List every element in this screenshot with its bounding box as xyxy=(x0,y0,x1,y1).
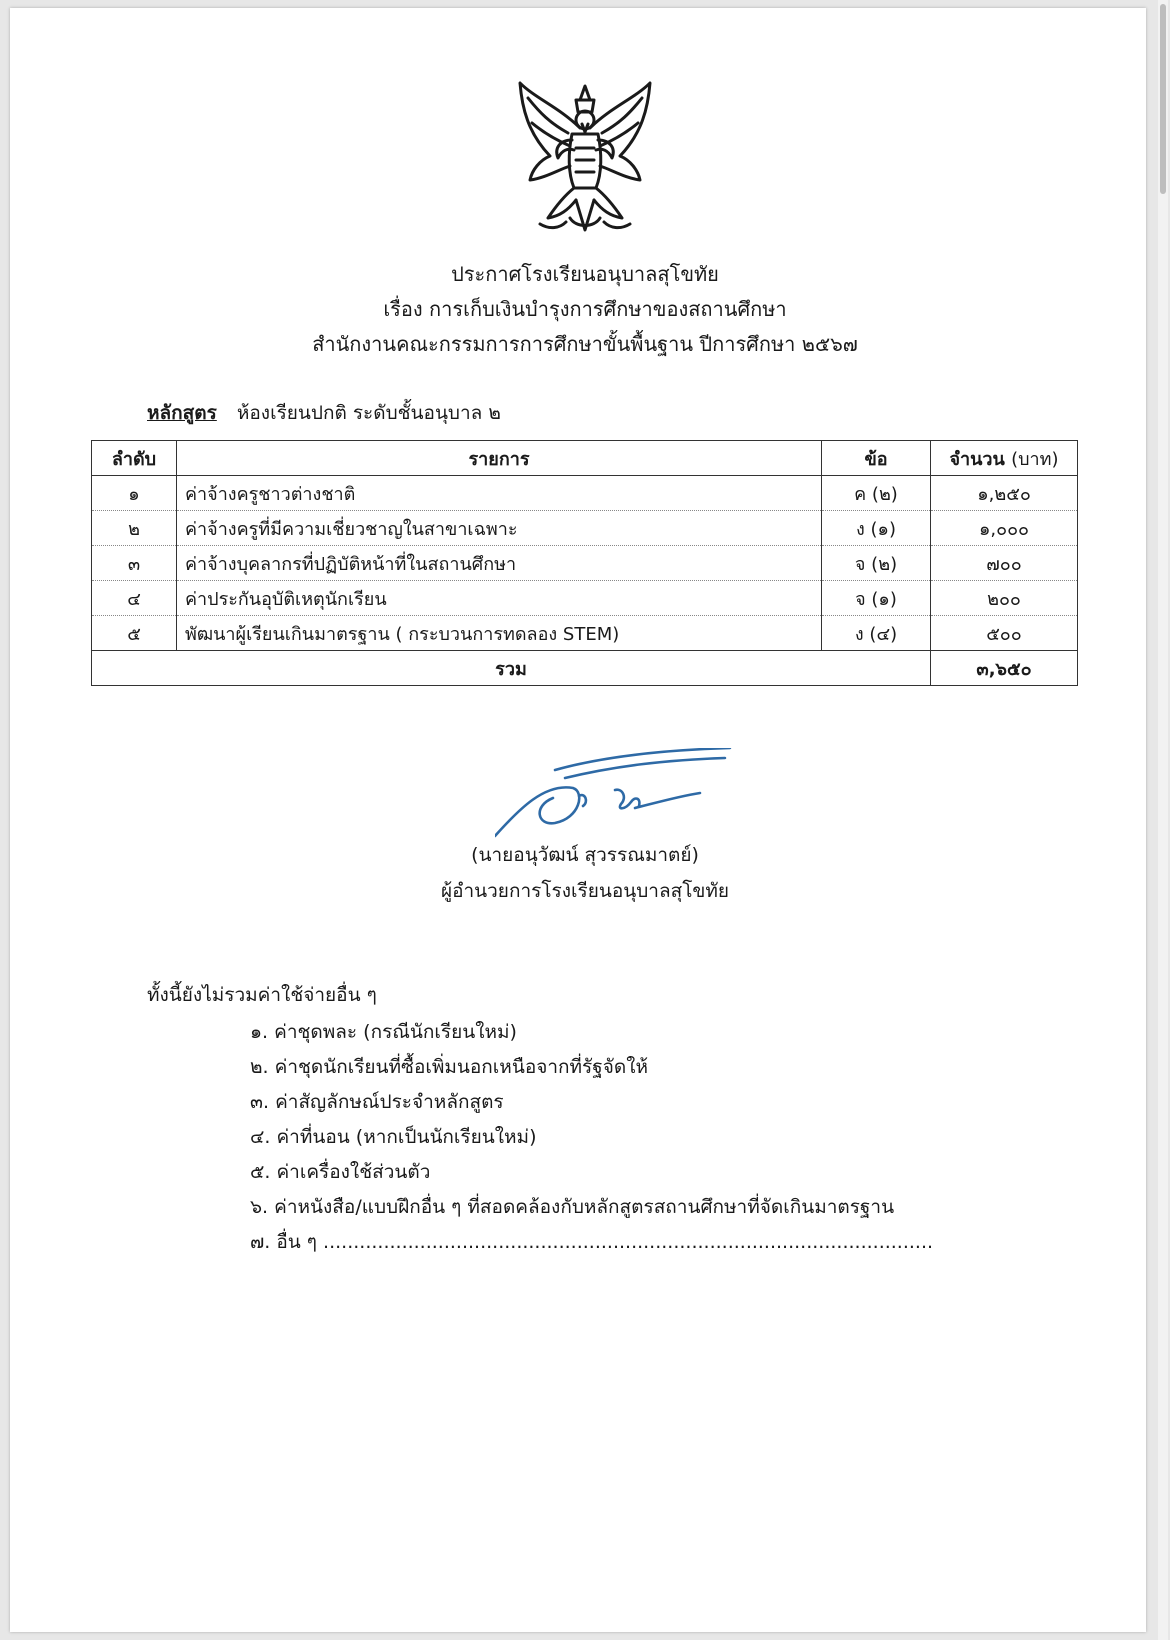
row-item: ค่าจ้างครูชาวต่างชาติ xyxy=(177,476,822,511)
row-clause: จ (๑) xyxy=(822,581,931,616)
row-amount: ๑,๐๐๐ xyxy=(931,511,1078,546)
program-value: ห้องเรียนปกติ ระดับชั้นอนุบาล ๒ xyxy=(236,402,501,424)
list-item: ๕. ค่าเครื่องใช้ส่วนตัว xyxy=(250,1161,431,1183)
announcement-office-year: สำนักงานคณะกรรมการการศึกษาขั้นพื้นฐาน ปีการศึกษา ๒๕๖๗ xyxy=(312,332,858,356)
signature-image xyxy=(495,748,735,843)
row-no: ๓ xyxy=(92,546,177,581)
total-label: รวม xyxy=(92,651,931,686)
garuda-emblem-icon xyxy=(510,78,660,238)
row-no: ๑ xyxy=(92,476,177,511)
scrollbar[interactable] xyxy=(1158,0,1168,1640)
program-label: หลักสูตร xyxy=(147,402,217,424)
row-no: ๕ xyxy=(92,616,177,651)
notes-list xyxy=(250,1015,933,1260)
row-amount: ๒๐๐ xyxy=(931,581,1078,616)
total-amount: ๓,๖๕๐ xyxy=(931,651,1078,686)
header-amount xyxy=(931,441,1078,476)
signer-position: ผู้อำนวยการโรงเรียนอนุบาลสุโขทัย xyxy=(440,880,730,902)
row-amount: ๑,๒๕๐ xyxy=(931,476,1078,511)
row-amount: ๗๐๐ xyxy=(931,546,1078,581)
list-item: ๖. ค่าหนังสือ/แบบฝึกอื่น ๆ ที่สอดคล้องกับหลักสูตรสถานศึกษาที่จัดเกินมาตรฐาน xyxy=(250,1196,895,1218)
row-no: ๒ xyxy=(92,511,177,546)
row-clause: ค (๒) xyxy=(822,476,931,511)
row-item: พัฒนาผู้เรียนเกินมาตรฐาน ( กระบวนการทดลอง STEM) xyxy=(177,616,822,651)
header-clause: ข้อ xyxy=(822,441,931,476)
row-clause: จ (๒) xyxy=(822,546,931,581)
table-row xyxy=(92,546,1078,581)
fees-table xyxy=(91,440,1078,686)
row-item: ค่าจ้างบุคลากรที่ปฏิบัติหน้าที่ในสถานศึกษา xyxy=(177,546,822,581)
list-item: ๑. ค่าชุดพละ (กรณีนักเรียนใหม่) xyxy=(250,1021,517,1043)
row-item: ค่าประกันอุบัติเหตุนักเรียน xyxy=(177,581,822,616)
announcement-subject: เรื่อง การเก็บเงินบำรุงการศึกษาของสถานศึกษา xyxy=(383,297,787,321)
list-item: ๓. ค่าสัญลักษณ์ประจำหลักสูตร xyxy=(250,1091,504,1113)
program-line xyxy=(147,398,501,428)
row-clause: ง (๔) xyxy=(822,616,931,651)
signer-name: (นายอนุวัฒน์ สุวรรณมาตย์) xyxy=(471,844,699,866)
announcement-title: ประกาศโรงเรียนอนุบาลสุโขทัย xyxy=(451,262,719,286)
row-item: ค่าจ้างครูที่มีความเชี่ยวชาญในสาขาเฉพาะ xyxy=(177,511,822,546)
notes-title: ทั้งนี้ยังไม่รวมค่าใช้จ่ายอื่น ๆ xyxy=(147,984,377,1006)
table-row xyxy=(92,616,1078,651)
scrollbar-thumb[interactable] xyxy=(1160,4,1166,194)
list-item: ๔. ค่าที่นอน (หากเป็นนักเรียนใหม่) xyxy=(250,1126,537,1148)
row-no: ๔ xyxy=(92,581,177,616)
list-item: ๒. ค่าชุดนักเรียนที่ซื้อเพิ่มนอกเหนือจากที่รัฐจัดให้ xyxy=(250,1056,649,1078)
header-amount-label: จำนวน xyxy=(949,448,1005,470)
table-row xyxy=(92,476,1078,511)
table-header-row xyxy=(92,441,1078,476)
list-item: ๗. อื่น ๆ ..................................................................................................... xyxy=(250,1231,934,1253)
header-no: ลำดับ xyxy=(92,441,177,476)
table-row xyxy=(92,511,1078,546)
table-row xyxy=(92,581,1078,616)
row-amount: ๕๐๐ xyxy=(931,616,1078,651)
table-total-row xyxy=(92,651,1078,686)
header-item: รายการ xyxy=(177,441,822,476)
row-clause: ง (๑) xyxy=(822,511,931,546)
header-amount-unit: (บาท) xyxy=(1011,448,1059,470)
